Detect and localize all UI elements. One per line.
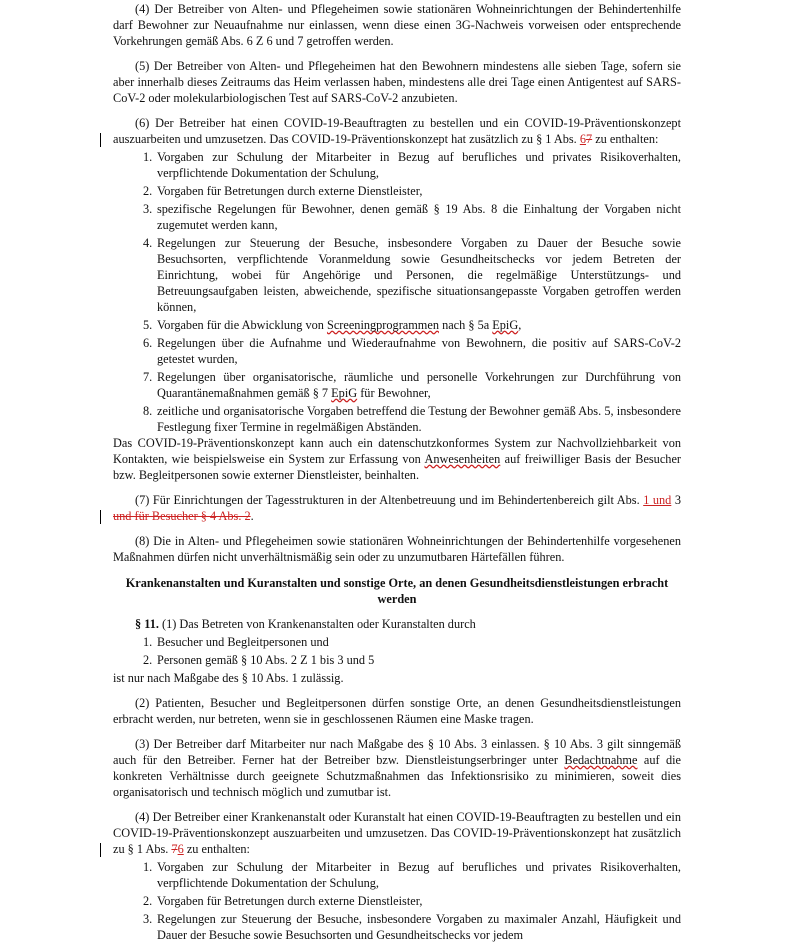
inserted-text: 6 [177, 842, 184, 856]
section-heading: Krankenanstalten und Kuranstalten und sonstige Orte, an denen Gesundheitsdienstleistungen erbracht werden [125, 576, 669, 606]
deleted-text: 7 [585, 132, 593, 146]
paragraph-8: (8) Die in Alten- und Pflegeheimen sowie stationären Wohneinrichtungen der Behindertenhilfe vorgesehenen Maßnahmen dürfen nicht unverhältnismäßig sein oder zu unzumutbaren Härtefällen führen. [113, 534, 681, 564]
section-11: § 11. (1) Das Betreten von Krankenanstalten oder Kuranstalten durch 1. Besucher und Begleitpersonen und 2. Personen gemäß § 10 Abs. 2 Z 1 bis 3 und 5 ist nur nach Maßgabe des § 10 Abs. 1 zulässig. [113, 616, 681, 686]
paragraph-4: (4) Der Betreiber von Alten- und Pflegeheimen sowie stationären Wohneinrichtungen der Behindertenhilfe darf Bewohner zur Neuaufnahme nur einlassen, wenn diese einen 3G-Nachweis vorweisen oder entsprechende Vorkehrungen gemäß Abs. 6 Z 6 und 7 getroffen werden. [113, 2, 681, 48]
section-11-list [113, 634, 681, 668]
list-item: 2. Personen gemäß § 10 Abs. 2 Z 1 bis 3 und 5 [143, 653, 375, 667]
paragraph-6-list [113, 149, 681, 435]
paragraph-6-tail: Das COVID-19-Präventionskonzept kann auch ein datenschutzkonformes System zur Nachvollziehbarkeit von Kontakten, wie beispielsweise ein System zur Erfassung von Anwesenheiten auf freiwilliger Basis der Besucher bzw. Begleitpersonen sowie externer Dienstleister, beinhalten. [113, 436, 681, 482]
inserted-text: 1 und [643, 493, 672, 507]
list-item: 4. Regelungen zur Steuerung der Besuche, insbesondere Vorgaben zu Dauer der Besuche sowie Besuchsorten, verpflichtende Voranmeldung sowie Gesundheitschecks vor jedem Betreten der Einrichtung, wobei für Angehörige und Personen, die regelmäßige Unterstützungs- und Betreuungsaufgaben leisten, abweichende, spezifische situationsangepasste Vorgaben getroffen werden können, [143, 236, 681, 314]
list-item: 2. Vorgaben für Betretungen durch externe Dienstleister, [143, 184, 423, 198]
section-11-paragraph-4: (4) Der Betreiber einer Krankenanstalt oder Kuranstalt hat einen COVID-19-Beauftragten zu bestellen und ein COVID-19-Präventionskonzept auszuarbeiten und umzusetzen. Das COVID-19-Präventionskonzept hat zusätzlich zu § 1 Abs. 76 zu enthalten: 1. Vorgaben zur Schulung der Mitarbeiter in Bezug auf berufliches und privates Risikoverhalten, verpflichtende Dokumentation der Schulung, 2. Vorgaben für Betretungen durch externe Dienstleister, 3. Regelungen zur Steuerung der Besuche, insbesondere Vorgaben zu maximaler Anzahl, Häufigkeit und Dauer der Besuche sowie Besuchsorten und Gesundheitschecks vor jedem [113, 809, 681, 943]
section-11-paragraph-2: (2) Patienten, Besucher und Begleitpersonen dürfen sonstige Orte, an denen Gesundheitsdienstleistungen erbracht werden, nur betreten, wenn sie in geschlossenen Räumen eine Maske tragen. [113, 696, 681, 726]
spellcheck-word: Anwesenheiten [424, 452, 501, 466]
list-item: 8. zeitliche und organisatorische Vorgaben betreffend die Testung der Bewohner gemäß Abs. 5, insbesondere Festlegung fixer Termine in regelmäßigen Abständen. [143, 404, 681, 434]
section-11-after: ist nur nach Maßgabe des § 10 Abs. 1 zulässig. [113, 671, 344, 685]
list-item: 1. Vorgaben zur Schulung der Mitarbeiter in Bezug auf berufliches und privates Risikoverhalten, verpflichtende Dokumentation der Schulung, [143, 150, 681, 180]
list-item: 5. Vorgaben für die Abwicklung von Screeningprogrammen nach § 5a EpiG, [143, 318, 522, 332]
deleted-text: und für Besucher § 4 Abs. 2 [113, 509, 251, 523]
change-bar [100, 510, 101, 524]
change-bar [100, 843, 101, 857]
document-page [113, 0, 681, 943]
change-bar [100, 133, 101, 147]
list-item: 3. spezifische Regelungen für Bewohner, denen gemäß § 19 Abs. 8 die Einhaltung der Vorgaben nicht zugemutet werden kann, [143, 202, 681, 232]
list-item: 2. Vorgaben für Betretungen durch externe Dienstleister, [143, 894, 423, 908]
paragraph-6-intro: (6) Der Betreiber hat einen COVID-19-Beauftragten zu bestellen und ein COVID-19-Präventionskonzept auszuarbeiten und umzusetzen. Das COVID-19-Präventionskonzept hat zusätzlich zu § 1 Abs. 67 zu enthalten: [113, 116, 681, 146]
list-item: 3. Regelungen zur Steuerung der Besuche, insbesondere Vorgaben zu maximaler Anzahl, Häufigkeit und Dauer der Besuche sowie Besuchsorten und Gesundheitschecks vor jedem [143, 912, 681, 942]
section-11-paragraph-3: (3) Der Betreiber darf Mitarbeiter nur nach Maßgabe des § 10 Abs. 3 einlassen. § 10 Abs. 3 gilt sinngemäß auch für den Betreiber. Ferner hat der Betreiber bzw. Dienstleistungserbringer unter Bedachtnahme auf die konkreten Verhältnisse durch geeignete Schutzmaßnahmen das Infektionsrisiko zu minimieren, soweit dies organisatorisch und technisch möglich und zumutbar ist. [113, 737, 681, 799]
spellcheck-word: Bedachtnahme [564, 753, 638, 767]
spellcheck-word: EpiG [492, 318, 519, 332]
spellcheck-word: Screeningprogrammen [326, 318, 439, 332]
paragraph-5: (5) Der Betreiber von Alten- und Pflegeheimen hat den Bewohnern mindestens alle sieben Tage, sofern sie aber innerhalb dieses Zeitraums das Heim verlassen haben, mindestens alle drei Tage einen Antigentest auf SARS-CoV-2 oder molekularbiologischen Test auf SARS-CoV-2 anzubieten. [113, 59, 681, 105]
spellcheck-word: EpiG [331, 386, 358, 400]
list-item: 6. Regelungen über die Aufnahme und Wiederaufnahme von Bewohnern, die positiv auf SARS-CoV-2 getestet wurden, [143, 336, 681, 366]
deleted-text: 7 [171, 842, 178, 856]
section-11-p4-list [113, 859, 681, 943]
paragraph-6 [113, 115, 681, 483]
list-item: 1. Vorgaben zur Schulung der Mitarbeiter in Bezug auf berufliches und privates Risikoverhalten, verpflichtende Dokumentation der Schulung, [143, 860, 681, 890]
list-item: 1. Besucher und Begleitpersonen und [143, 635, 329, 649]
section-label: § 11. [135, 617, 159, 631]
inserted-text: 6 [579, 132, 586, 146]
list-item: 7. Regelungen über organisatorische, räumliche und personelle Vorkehrungen zur Durchführung von Quarantänemaßnahmen gemäß § 7 EpiG für Bewohner, [143, 370, 681, 400]
paragraph-7: (7) Für Einrichtungen der Tagesstrukturen in der Altenbetreuung und im Behindertenbereich gilt Abs. 1 und 3 und für Besucher § 4 Abs. 2. [113, 492, 681, 524]
